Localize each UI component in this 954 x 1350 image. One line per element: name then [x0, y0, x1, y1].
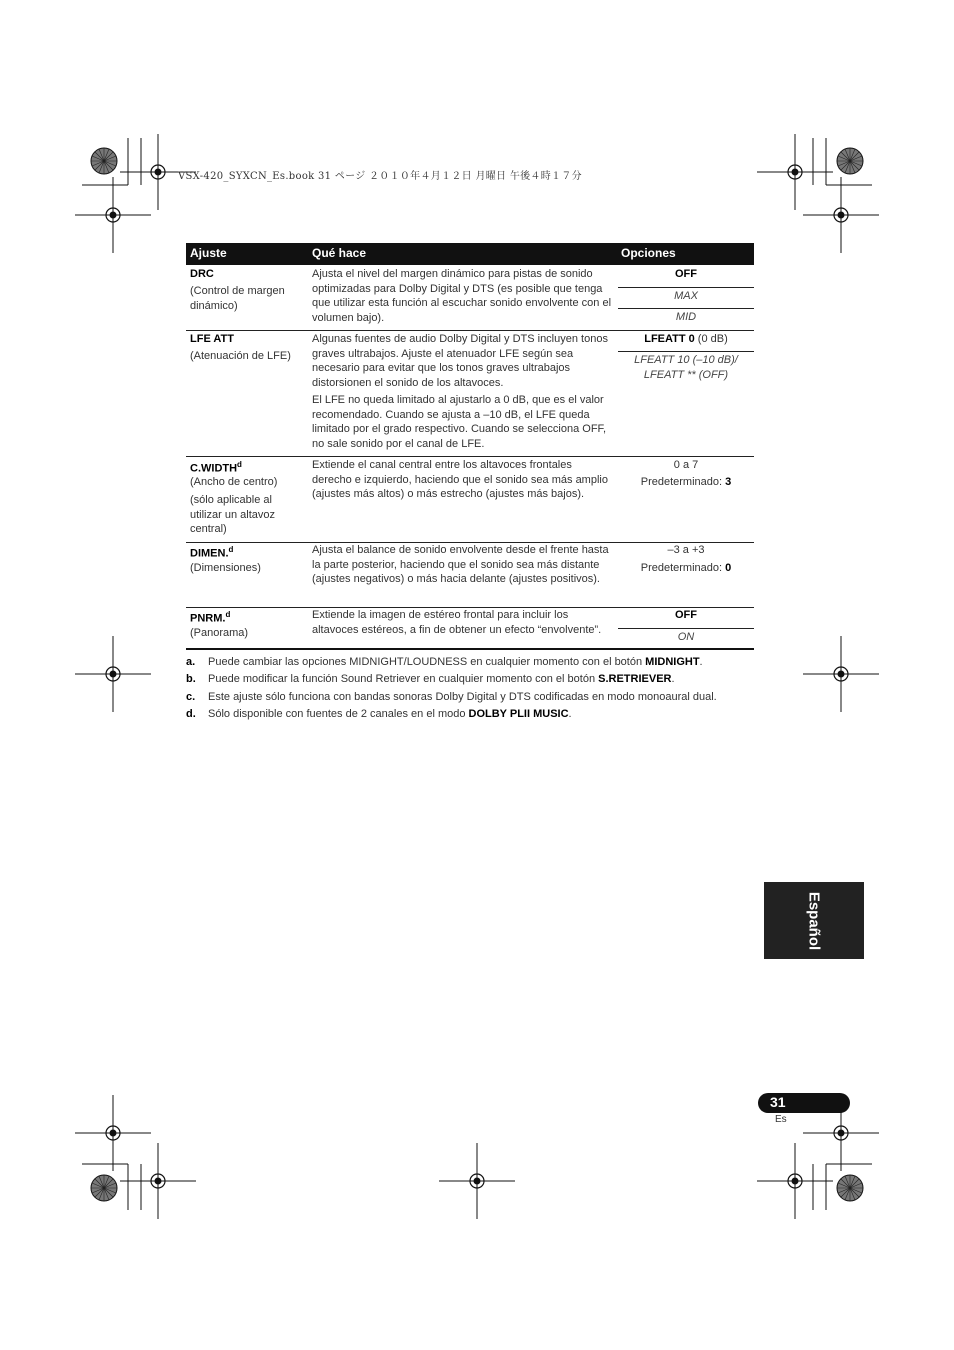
page-number: 31	[770, 1094, 786, 1110]
setting-sub-drc: (Control de margen dinámico)	[190, 285, 285, 312]
page-language: Es	[775, 1114, 787, 1125]
option-drc-mid: MID	[675, 311, 697, 323]
setting-sub-lfe-att: (Atenuación de LFE)	[190, 350, 291, 362]
settings-table	[186, 243, 754, 663]
footnote-b: b. Puede modificar la función Sound Retriever en cualquier momento con el botón S.RETRIEVER.	[186, 673, 675, 685]
table-header	[186, 243, 754, 265]
setting-desc-drc: Ajusta el nivel del margen dinámico para pistas de sonido optimizadas para Dolby Digital y DTS (es posible que tenga que utilizar esta función al escuchar sonido envolvente con el volumen bajo).	[312, 268, 612, 324]
setting-sub-pnrm: (Panorama)	[190, 627, 249, 639]
setting-desc-dimen: Ajusta el balance de sonido envolvente desde el frente hasta la parte posterior, haciendo que el sonido sea más distante (ajustes negativos) o más hacia delante (ajustes positivos).	[312, 544, 609, 586]
option-drc-off: OFF	[675, 268, 697, 280]
column-header-que-hace: Qué hace	[312, 246, 367, 260]
option-pnrm-on: ON	[677, 631, 695, 643]
setting-name-lfe-att: LFE ATT	[190, 333, 234, 345]
setting-desc-pnrm: Extiende la imagen de estéreo frontal para incluir los altavoces estéreos, a fin de obtener un efecto “envolvente”.	[312, 609, 602, 636]
option-dimen-range: –3 a +3	[667, 544, 705, 556]
language-side-tab	[764, 882, 864, 959]
option-drc-max: MAX	[674, 290, 698, 302]
setting-name-drc: DRC	[190, 268, 214, 280]
setting-sub-c-width: (Ancho de centro)	[190, 476, 278, 488]
setting-sub2-c-width: (sólo aplicable al utilizar un altavoz central)	[190, 494, 275, 536]
option-lfe-att-default: LFEATT 0 (0 dB)	[644, 333, 728, 345]
setting-name-c-width: C.WIDTH$^d$	[190, 460, 242, 475]
column-header-ajuste: Ajuste	[190, 246, 227, 260]
column-header-opciones: Opciones	[621, 246, 676, 260]
setting-desc-lfe-att: Algunas fuentes de audio Dolby Digital y DTS incluyen tonos graves ultrabajos. Ajuste el atenuador LFE según sea necesario para evitar que los tonos graves ultrabajos distorsionen el sonido de los altavoces.	[312, 333, 608, 389]
option-lfe-att-alt: LFEATT 10 (–10 dB)/ LFEATT ** (OFF)	[634, 354, 738, 381]
footnote-c: c. Este ajuste sólo funciona con bandas sonoras Dolby Digital y DTS codificadas en modo monoaural dual.	[186, 691, 717, 703]
option-dimen-default: Predeterminado: 0	[640, 562, 732, 574]
setting-name-dimen: DIMEN.$^d$	[190, 545, 234, 560]
language-tab-label: Español	[805, 891, 823, 950]
footnote-d: d. Sólo disponible con fuentes de 2 canales en el modo DOLBY PLII MUSIC.	[186, 708, 572, 720]
setting-desc-c-width: Extiende el canal central entre los altavoces frontales derecho e izquierdo, haciendo que el sonido sea más amplio (ajustes más altos) o más estrecho (ajustes más bajos).	[312, 459, 608, 501]
book-header-line: VSX-420_SYXCN_Es.book 31 ページ ２０１０年４月１２日 月曜日 午後４時１７分	[178, 171, 582, 182]
footnote-a: a. Puede cambiar las opciones MIDNIGHT/LOUDNESS en cualquier momento con el botón MIDNIGHT.	[186, 656, 703, 668]
option-c-width-default: Predeterminado: 3	[640, 476, 732, 488]
option-c-width-range: 0 a 7	[673, 459, 699, 471]
setting-desc2-lfe-att: El LFE no queda limitado al ajustarlo a 0 dB, que es el valor recomendado. Cuando se ajusta a –10 dB, el LFE queda limitado por el grado respectivo. Cuando se selecciona OFF, no sale sonido por el canal de LFE.	[312, 394, 607, 450]
setting-sub-dimen: (Dimensiones)	[190, 562, 261, 574]
setting-name-pnrm: PNRM.$^d$	[190, 610, 231, 625]
page-number-badge	[758, 1093, 850, 1113]
option-pnrm-off: OFF	[675, 609, 697, 621]
